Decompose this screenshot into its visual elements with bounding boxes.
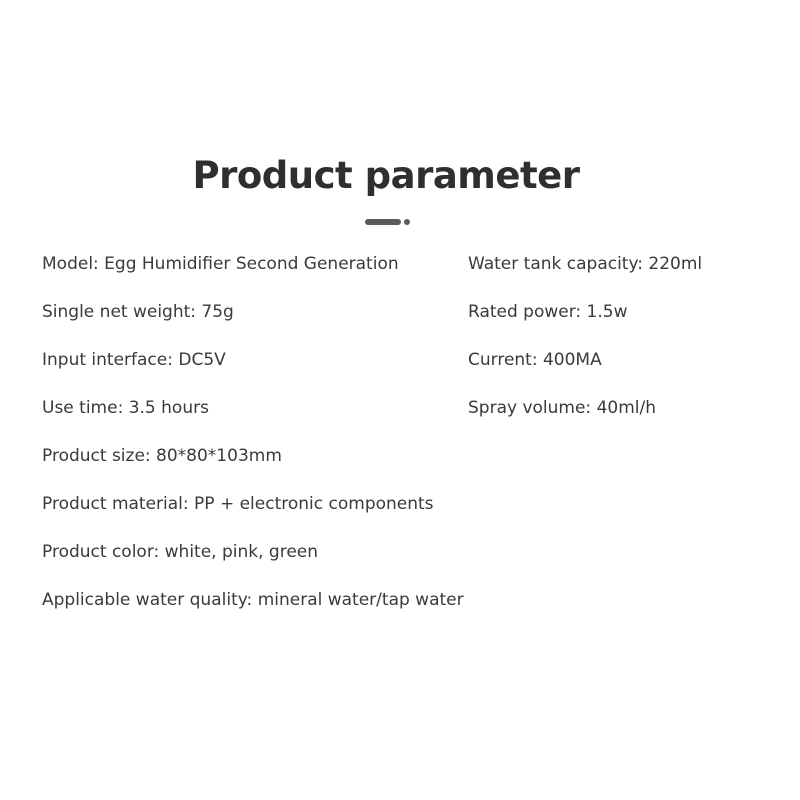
parameter-row bbox=[42, 486, 782, 534]
parameter-product-color: Product color: white, pink, green bbox=[42, 542, 319, 562]
parameter-input-interface: Input interface: DC5V bbox=[42, 350, 226, 370]
parameter-spray-volume: Spray volume: 40ml/h bbox=[468, 398, 656, 418]
parameter-product-material: Product material: PP + electronic components bbox=[42, 494, 434, 514]
parameter-current: Current: 400MA bbox=[468, 350, 602, 370]
parameter-model: Model: Egg Humidifier Second Generation bbox=[42, 254, 399, 274]
parameter-water-tank-capacity: Water tank capacity: 220ml bbox=[468, 254, 703, 274]
parameter-row bbox=[42, 438, 782, 486]
parameter-single-net-weight: Single net weight: 75g bbox=[42, 302, 234, 322]
parameter-list bbox=[42, 246, 782, 630]
divider-dash bbox=[365, 219, 401, 225]
parameter-use-time: Use time: 3.5 hours bbox=[42, 398, 209, 418]
title-divider bbox=[365, 219, 411, 225]
parameter-water-quality: Applicable water quality: mineral water/tap water bbox=[42, 590, 464, 610]
parameter-row bbox=[42, 342, 782, 390]
parameter-row bbox=[42, 582, 782, 630]
parameter-product-size: Product size: 80*80*103mm bbox=[42, 446, 282, 466]
parameter-row bbox=[42, 246, 782, 294]
page-title: Product parameter bbox=[192, 154, 580, 197]
parameter-row bbox=[42, 534, 782, 582]
divider-dot bbox=[404, 219, 410, 225]
parameter-row bbox=[42, 294, 782, 342]
parameter-rated-power: Rated power: 1.5w bbox=[468, 302, 628, 322]
parameter-row bbox=[42, 390, 782, 438]
